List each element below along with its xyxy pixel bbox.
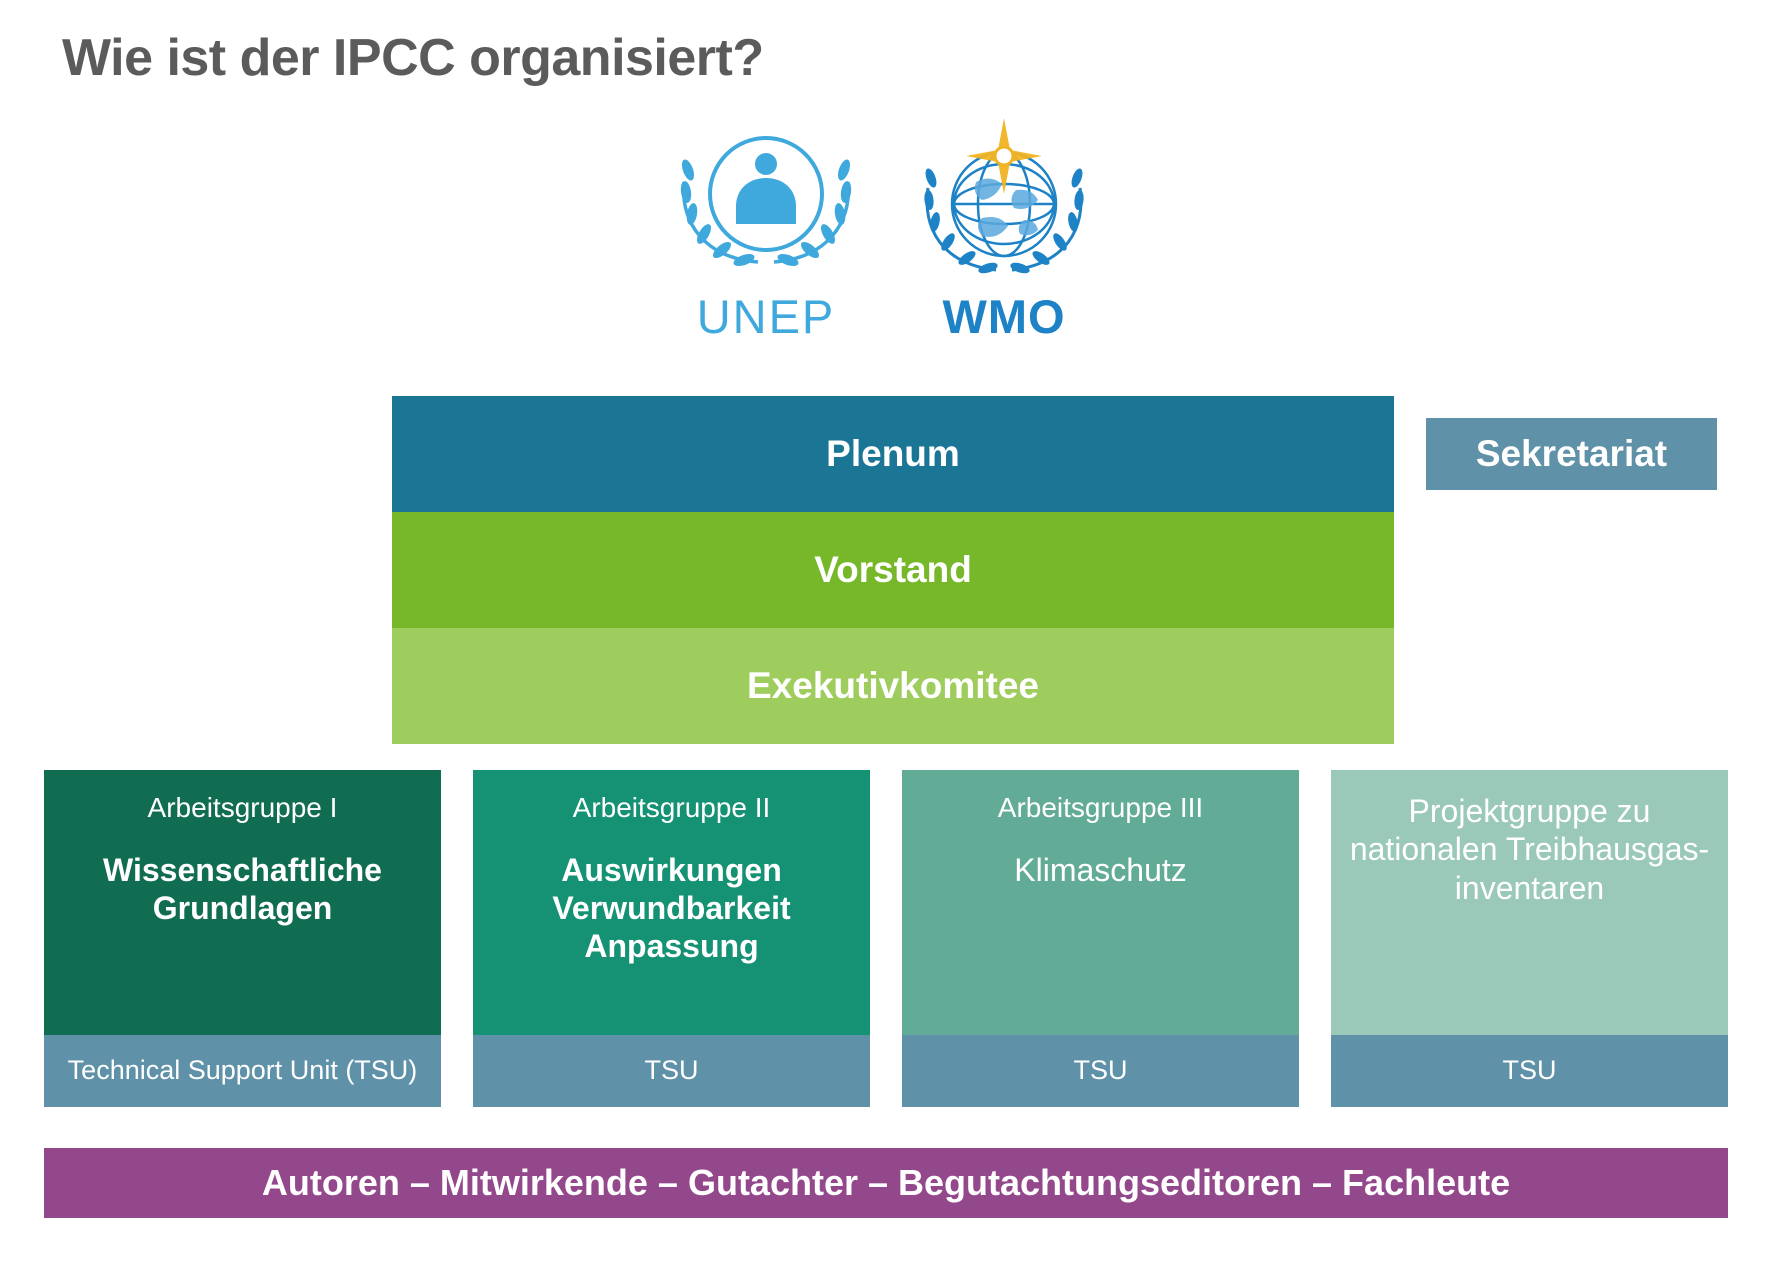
page-title: Wie ist der IPCC organisiert? <box>62 29 764 87</box>
unep-logo <box>666 112 866 344</box>
plenum-label: Plenum <box>826 433 960 474</box>
sekretariat-box <box>1426 418 1717 490</box>
contributors-label: Autoren – Mitwirkende – Gutachter – Begutachtungseditoren – Fachleute <box>261 1162 1511 1203</box>
group-kicker: Arbeitsgruppe II <box>572 792 771 823</box>
wmo-logo <box>904 112 1104 344</box>
contributors-bar <box>44 1148 1728 1218</box>
group-arbeitsgruppe-2 <box>473 770 870 1107</box>
wmo-logo-caption: WMO <box>942 290 1066 343</box>
group-arbeitsgruppe-3 <box>902 770 1299 1107</box>
group-tsu: Technical Support Unit (TSU) <box>44 1035 441 1107</box>
group-tsu: TSU <box>1331 1035 1728 1107</box>
vorstand-bar <box>392 512 1394 628</box>
group-name: Klimaschutz <box>1014 852 1187 889</box>
exekutivkomitee-bar <box>392 628 1394 744</box>
governance-stack <box>392 396 1394 744</box>
group-body <box>473 770 870 1035</box>
logo-row <box>660 112 1110 352</box>
group-name: Wissenschaftliche Grundlagen <box>103 852 382 926</box>
unep-logo-caption: UNEP <box>696 290 836 343</box>
sekretariat-label: Sekretariat <box>1475 433 1668 474</box>
exekutivkomitee-label: Exekutivkomitee <box>746 665 1040 706</box>
group-tsu: TSU <box>473 1035 870 1107</box>
plenum-bar <box>392 396 1394 512</box>
group-body <box>1331 770 1728 1035</box>
group-tsu: TSU <box>902 1035 1299 1107</box>
vorstand-label: Vorstand <box>814 549 972 590</box>
group-projektgruppe <box>1331 770 1728 1107</box>
group-kicker: Arbeitsgruppe I <box>147 792 338 823</box>
group-name: Auswirkungen Verwundbarkeit Anpassung <box>552 852 791 964</box>
group-arbeitsgruppe-1 <box>44 770 441 1107</box>
group-body <box>902 770 1299 1035</box>
group-kicker: Projektgruppe zu nationalen Treibhausgas-inventaren <box>1349 793 1710 906</box>
working-groups-row <box>44 770 1728 1107</box>
group-body <box>44 770 441 1035</box>
unep-emblem-icon <box>666 112 866 287</box>
group-kicker: Arbeitsgruppe III <box>997 792 1204 823</box>
wmo-emblem-icon <box>904 112 1104 287</box>
